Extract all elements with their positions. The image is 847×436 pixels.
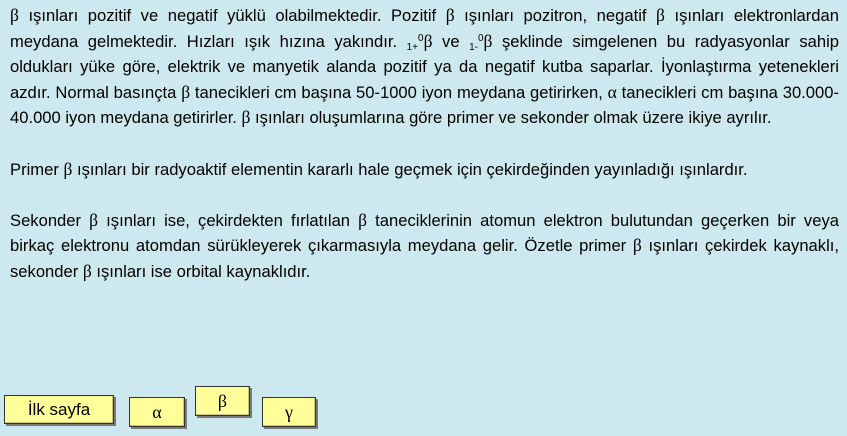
superscript: 0 [477,32,484,44]
beta-symbol: β [181,81,191,102]
beta-symbol: β [241,107,251,128]
text-run: tanecikleri cm başına 50-1000 iyon meydana getirirken, [190,82,608,102]
text-run: Sekonder [10,210,90,230]
text-run: ışınları oluşumlarına göre primer ve sekonder olmak üzere ikiye ayrılır. [250,108,772,128]
beta-symbol: β [82,260,92,281]
text-run: ışınları ise orbital kaynaklıdır. [91,261,311,281]
subscript: 1+ [406,41,419,53]
home-page-button[interactable]: İlk sayfa [4,395,114,424]
subscript: 1- [469,41,478,53]
gamma-button[interactable]: γ [262,397,316,427]
paragraph-sekonder-beta [10,208,839,285]
alpha-symbol: α [607,81,617,102]
beta-symbol: β [445,5,455,25]
text-run: şeklinde simgelenen bu radyasyonlar sahip oldukları yüke göre, elektrik ve manyetik alanda pozitif ya da negatif kutba saparlar. İyonlaştırma yetenekleri azdır. Normal basınçta [10,31,839,102]
beta-symbol: β [10,5,19,25]
text-run: ışınları çekirdek kaynaklı, sekonder [10,236,839,281]
text-run: Primer [10,159,64,179]
paragraph-primer-beta [10,157,839,183]
text-run: tanecikleri cm başına 30.000-40.000 iyon meydana getirirler. [10,82,839,128]
text-run: ve [432,31,470,51]
beta-symbol: β [89,209,99,230]
text-content [10,3,839,285]
beta-symbol: β [358,209,368,230]
paragraph-beta-rays [10,3,839,131]
alpha-button[interactable]: α [129,397,185,427]
beta-symbol: β [632,235,642,256]
text-run: ışınları pozitif ve negatif yüklü olabilmektedir. Pozitif [18,6,446,25]
text-run: taneciklerinin atomun elektron bulutundan geçerken bir veya birkaç elektronu atomdan sürükleyerek çıkarmasıyla meydana gelir. Özetle primer [10,210,839,256]
beta-symbol: β [483,30,493,51]
text-run: ışınları pozitron, negatif [454,6,657,25]
beta-symbol: β [63,158,73,179]
beta-symbol: β [656,5,665,25]
beta-symbol: β [423,30,433,51]
text-run: ışınları elektronlardan meydana gelmektedir. Hızları ışık hızına yakındır. [10,6,839,51]
beta-button[interactable]: β [195,386,250,416]
text-run: ışınları bir radyoaktif elementin kararlı hale geçmek için çekirdeğinden yayınladığı ışınlardır. [72,159,748,179]
text-run: ışınları ise, çekirdekten fırlatılan [98,210,359,230]
superscript: 0 [418,32,424,44]
